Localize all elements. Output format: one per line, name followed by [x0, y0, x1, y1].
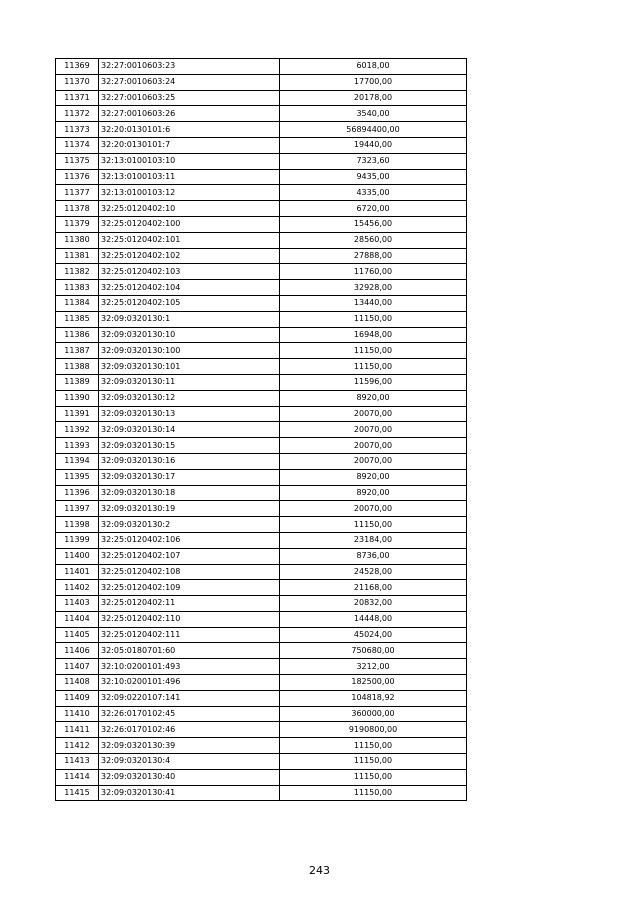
cadastral-value-cell: 9435,00 [280, 169, 467, 185]
cadastral-number-cell: 32:25:0120402:109 [99, 580, 280, 596]
row-number-cell: 11370 [56, 74, 99, 90]
cadastral-value-cell: 11596,00 [280, 374, 467, 390]
cadastral-value-table [55, 58, 467, 801]
cadastral-value-cell: 20070,00 [280, 438, 467, 454]
table-row [56, 295, 467, 311]
cadastral-number-cell: 32:25:0120402:101 [99, 232, 280, 248]
table-body [56, 59, 467, 801]
cadastral-number-cell: 32:09:0320130:17 [99, 469, 280, 485]
page-number: 243 [309, 864, 330, 877]
row-number-cell: 11411 [56, 722, 99, 738]
table-row [56, 722, 467, 738]
row-number-cell: 11399 [56, 532, 99, 548]
row-number-cell: 11410 [56, 706, 99, 722]
cadastral-value-cell: 17700,00 [280, 74, 467, 90]
cadastral-number-cell: 32:09:0320130:39 [99, 738, 280, 754]
cadastral-value-cell: 11150,00 [280, 359, 467, 375]
cadastral-value-cell: 15456,00 [280, 216, 467, 232]
table-row [56, 485, 467, 501]
row-number-cell: 11375 [56, 153, 99, 169]
table-row [56, 627, 467, 643]
cadastral-value-cell: 11150,00 [280, 343, 467, 359]
table-row [56, 643, 467, 659]
cadastral-value-cell: 19440,00 [280, 137, 467, 153]
cadastral-number-cell: 32:25:0120402:103 [99, 264, 280, 280]
table-row [56, 248, 467, 264]
row-number-cell: 11388 [56, 359, 99, 375]
cadastral-value-cell: 3212,00 [280, 659, 467, 675]
cadastral-number-cell: 32:27:0010603:24 [99, 74, 280, 90]
cadastral-number-cell: 32:25:0120402:107 [99, 548, 280, 564]
row-number-cell: 11386 [56, 327, 99, 343]
table-row [56, 374, 467, 390]
cadastral-number-cell: 32:10:0200101:496 [99, 675, 280, 691]
cadastral-value-cell: 8736,00 [280, 548, 467, 564]
table-row [56, 453, 467, 469]
table-row [56, 327, 467, 343]
row-number-cell: 11414 [56, 769, 99, 785]
table-row [56, 90, 467, 106]
row-number-cell: 11408 [56, 675, 99, 691]
cadastral-number-cell: 32:25:0120402:106 [99, 532, 280, 548]
cadastral-number-cell: 32:25:0120402:10 [99, 201, 280, 217]
cadastral-number-cell: 32:09:0320130:101 [99, 359, 280, 375]
cadastral-number-cell: 32:09:0320130:100 [99, 343, 280, 359]
cadastral-value-cell: 4335,00 [280, 185, 467, 201]
cadastral-number-cell: 32:09:0320130:15 [99, 438, 280, 454]
table-row [56, 185, 467, 201]
cadastral-value-cell: 750680,00 [280, 643, 467, 659]
table-row [56, 232, 467, 248]
cadastral-value-cell: 24528,00 [280, 564, 467, 580]
cadastral-number-cell: 32:25:0120402:110 [99, 611, 280, 627]
cadastral-value-cell: 104818,92 [280, 690, 467, 706]
table-row [56, 264, 467, 280]
table-row [56, 122, 467, 138]
table-row [56, 564, 467, 580]
table-row [56, 517, 467, 533]
cadastral-value-cell: 20070,00 [280, 501, 467, 517]
row-number-cell: 11403 [56, 596, 99, 612]
row-number-cell: 11373 [56, 122, 99, 138]
cadastral-number-cell: 32:09:0320130:19 [99, 501, 280, 517]
cadastral-value-cell: 8920,00 [280, 485, 467, 501]
cadastral-value-cell: 11150,00 [280, 785, 467, 801]
row-number-cell: 11394 [56, 453, 99, 469]
cadastral-value-cell: 7323,60 [280, 153, 467, 169]
row-number-cell: 11381 [56, 248, 99, 264]
cadastral-number-cell: 32:26:0170102:46 [99, 722, 280, 738]
row-number-cell: 11379 [56, 216, 99, 232]
row-number-cell: 11374 [56, 137, 99, 153]
cadastral-value-cell: 20070,00 [280, 453, 467, 469]
cadastral-number-cell: 32:25:0120402:102 [99, 248, 280, 264]
cadastral-value-cell: 32928,00 [280, 280, 467, 296]
table-row [56, 74, 467, 90]
row-number-cell: 11371 [56, 90, 99, 106]
cadastral-value-cell: 8920,00 [280, 469, 467, 485]
table-row [56, 343, 467, 359]
table-row [56, 706, 467, 722]
table-row [56, 611, 467, 627]
row-number-cell: 11384 [56, 295, 99, 311]
cadastral-value-cell: 3540,00 [280, 106, 467, 122]
table-row [56, 548, 467, 564]
cadastral-value-cell: 11150,00 [280, 769, 467, 785]
table-row [56, 469, 467, 485]
cadastral-number-cell: 32:26:0170102:45 [99, 706, 280, 722]
table-row [56, 532, 467, 548]
cadastral-number-cell: 32:09:0320130:40 [99, 769, 280, 785]
cadastral-number-cell: 32:13:0100103:11 [99, 169, 280, 185]
row-number-cell: 11395 [56, 469, 99, 485]
row-number-cell: 11380 [56, 232, 99, 248]
table-row [56, 501, 467, 517]
row-number-cell: 11407 [56, 659, 99, 675]
row-number-cell: 11377 [56, 185, 99, 201]
row-number-cell: 11369 [56, 59, 99, 75]
table-row [56, 359, 467, 375]
cadastral-value-cell: 27888,00 [280, 248, 467, 264]
cadastral-number-cell: 32:09:0320130:1 [99, 311, 280, 327]
row-number-cell: 11391 [56, 406, 99, 422]
cadastral-number-cell: 32:27:0010603:25 [99, 90, 280, 106]
table-row [56, 659, 467, 675]
cadastral-number-cell: 32:25:0120402:105 [99, 295, 280, 311]
cadastral-value-cell: 56894400,00 [280, 122, 467, 138]
cadastral-value-cell: 20178,00 [280, 90, 467, 106]
cadastral-number-cell: 32:09:0320130:18 [99, 485, 280, 501]
cadastral-value-cell: 182500,00 [280, 675, 467, 691]
cadastral-number-cell: 32:25:0120402:100 [99, 216, 280, 232]
cadastral-value-cell: 11150,00 [280, 517, 467, 533]
cadastral-number-cell: 32:25:0120402:108 [99, 564, 280, 580]
cadastral-number-cell: 32:13:0100103:10 [99, 153, 280, 169]
cadastral-number-cell: 32:25:0120402:11 [99, 596, 280, 612]
row-number-cell: 11400 [56, 548, 99, 564]
cadastral-number-cell: 32:09:0320130:41 [99, 785, 280, 801]
cadastral-value-cell: 20070,00 [280, 406, 467, 422]
cadastral-value-cell: 14448,00 [280, 611, 467, 627]
row-number-cell: 11401 [56, 564, 99, 580]
cadastral-number-cell: 32:25:0120402:104 [99, 280, 280, 296]
row-number-cell: 11398 [56, 517, 99, 533]
table-row [56, 596, 467, 612]
cadastral-value-cell: 11150,00 [280, 738, 467, 754]
cadastral-value-cell: 11150,00 [280, 754, 467, 770]
row-number-cell: 11372 [56, 106, 99, 122]
cadastral-value-cell: 360000,00 [280, 706, 467, 722]
row-number-cell: 11382 [56, 264, 99, 280]
table-row [56, 153, 467, 169]
row-number-cell: 11378 [56, 201, 99, 217]
table-row [56, 280, 467, 296]
cadastral-number-cell: 32:20:0130101:6 [99, 122, 280, 138]
cadastral-number-cell: 32:09:0320130:4 [99, 754, 280, 770]
row-number-cell: 11387 [56, 343, 99, 359]
row-number-cell: 11393 [56, 438, 99, 454]
row-number-cell: 11385 [56, 311, 99, 327]
row-number-cell: 11383 [56, 280, 99, 296]
cadastral-number-cell: 32:09:0320130:13 [99, 406, 280, 422]
cadastral-value-cell: 20070,00 [280, 422, 467, 438]
row-number-cell: 11409 [56, 690, 99, 706]
table-row [56, 438, 467, 454]
table-row [56, 137, 467, 153]
table-row [56, 106, 467, 122]
table-row [56, 406, 467, 422]
cadastral-value-cell: 16948,00 [280, 327, 467, 343]
row-number-cell: 11397 [56, 501, 99, 517]
cadastral-number-cell: 32:27:0010603:23 [99, 59, 280, 75]
cadastral-number-cell: 32:13:0100103:12 [99, 185, 280, 201]
table-row [56, 690, 467, 706]
cadastral-value-cell: 28560,00 [280, 232, 467, 248]
table-row [56, 738, 467, 754]
table-row [56, 580, 467, 596]
table-row [56, 675, 467, 691]
cadastral-number-cell: 32:20:0130101:7 [99, 137, 280, 153]
row-number-cell: 11392 [56, 422, 99, 438]
cadastral-value-cell: 11150,00 [280, 311, 467, 327]
cadastral-value-cell: 6720,00 [280, 201, 467, 217]
table-row [56, 785, 467, 801]
table-row [56, 769, 467, 785]
cadastral-number-cell: 32:27:0010603:26 [99, 106, 280, 122]
cadastral-value-cell: 20832,00 [280, 596, 467, 612]
cadastral-number-cell: 32:09:0320130:2 [99, 517, 280, 533]
row-number-cell: 11413 [56, 754, 99, 770]
table-row [56, 59, 467, 75]
cadastral-number-cell: 32:09:0320130:16 [99, 453, 280, 469]
table-row [56, 169, 467, 185]
row-number-cell: 11406 [56, 643, 99, 659]
table-row [56, 311, 467, 327]
row-number-cell: 11405 [56, 627, 99, 643]
row-number-cell: 11402 [56, 580, 99, 596]
cadastral-number-cell: 32:09:0320130:14 [99, 422, 280, 438]
row-number-cell: 11412 [56, 738, 99, 754]
row-number-cell: 11389 [56, 374, 99, 390]
row-number-cell: 11376 [56, 169, 99, 185]
cadastral-number-cell: 32:09:0220107:141 [99, 690, 280, 706]
cadastral-number-cell: 32:09:0320130:12 [99, 390, 280, 406]
row-number-cell: 11396 [56, 485, 99, 501]
cadastral-value-cell: 13440,00 [280, 295, 467, 311]
cadastral-value-cell: 23184,00 [280, 532, 467, 548]
row-number-cell: 11404 [56, 611, 99, 627]
row-number-cell: 11390 [56, 390, 99, 406]
cadastral-value-cell: 6018,00 [280, 59, 467, 75]
cadastral-number-cell: 32:09:0320130:10 [99, 327, 280, 343]
table-row [56, 422, 467, 438]
table-row [56, 390, 467, 406]
cadastral-value-cell: 11760,00 [280, 264, 467, 280]
row-number-cell: 11415 [56, 785, 99, 801]
cadastral-number-cell: 32:25:0120402:111 [99, 627, 280, 643]
cadastral-value-cell: 8920,00 [280, 390, 467, 406]
cadastral-value-cell: 45024,00 [280, 627, 467, 643]
cadastral-value-cell: 9190800,00 [280, 722, 467, 738]
cadastral-number-cell: 32:05:0180701:60 [99, 643, 280, 659]
cadastral-number-cell: 32:10:0200101:493 [99, 659, 280, 675]
cadastral-number-cell: 32:09:0320130:11 [99, 374, 280, 390]
cadastral-value-cell: 21168,00 [280, 580, 467, 596]
table-row [56, 201, 467, 217]
table-row [56, 216, 467, 232]
table-row [56, 754, 467, 770]
